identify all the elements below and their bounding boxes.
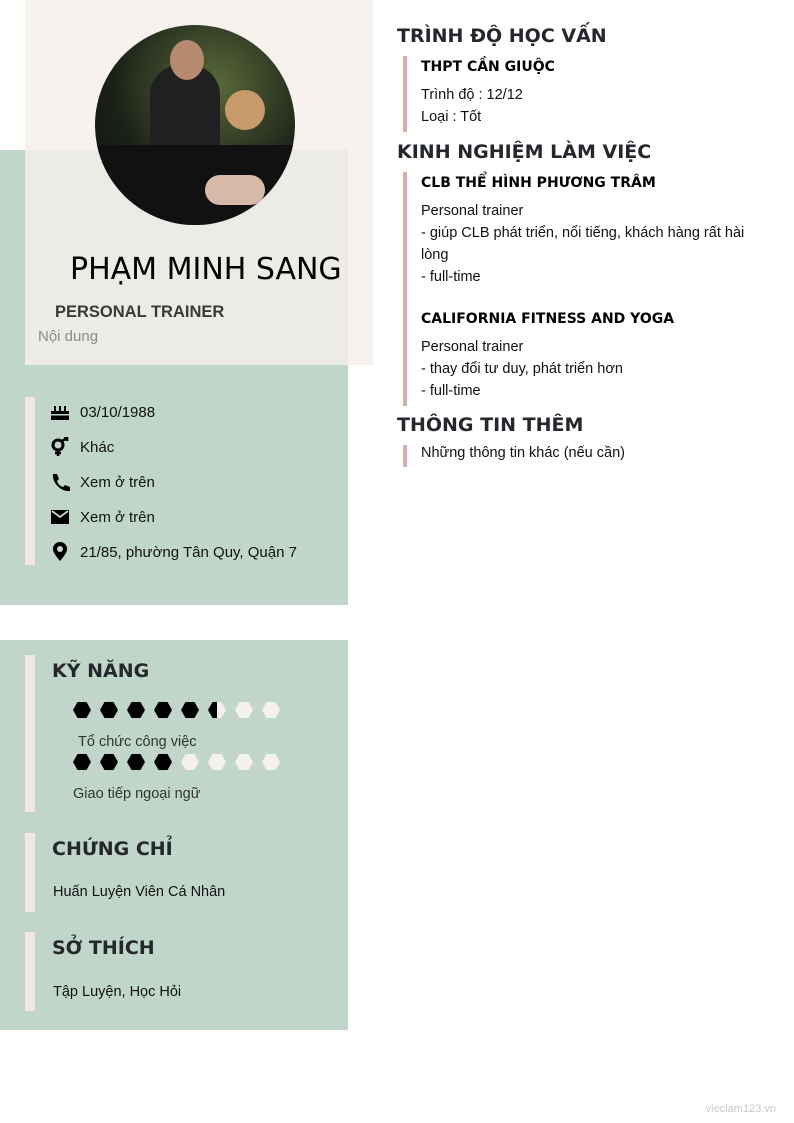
- contact-gender: Khác: [50, 437, 114, 457]
- rating-hexagon: [127, 754, 145, 770]
- avatar: [95, 25, 295, 225]
- skill-name-2: Giao tiếp ngoại ngữ: [73, 786, 201, 802]
- hobbies-heading: SỞ THÍCH: [52, 937, 155, 959]
- job-line: - thay đổi tư duy, phát triển hơn: [421, 361, 623, 377]
- rating-hexagon: [127, 702, 145, 718]
- hobbies-bar: [25, 932, 35, 1011]
- full-name: PHẠM MINH SANG: [70, 252, 342, 287]
- contact-email: Xem ở trên: [50, 507, 155, 527]
- education-line: Loại : Tốt: [421, 109, 482, 125]
- extra-text: Những thông tin khác (nếu cần): [421, 445, 625, 461]
- summary: Nội dung: [38, 328, 99, 345]
- location-icon: [50, 542, 70, 562]
- job-line: Personal trainer: [421, 203, 524, 219]
- job-line: Personal trainer: [421, 339, 524, 355]
- rating-hexagon: [154, 702, 172, 718]
- left-panel-bottom: [0, 640, 348, 1030]
- skills-heading: KỸ NĂNG: [52, 660, 150, 682]
- education-school: THPT CẦN GIUỘC: [421, 59, 555, 75]
- rating-hexagon: [208, 702, 226, 718]
- extra-heading: THÔNG TIN THÊM: [397, 414, 584, 436]
- rating-hexagon: [235, 702, 253, 718]
- certificates-text: Huấn Luyện Viên Cá Nhân: [53, 884, 226, 900]
- birthday-cake-icon: [50, 402, 70, 422]
- rating-hexagon: [235, 754, 253, 770]
- rating-hexagon: [154, 754, 172, 770]
- rating-hexagon: [100, 702, 118, 718]
- email-icon: [50, 507, 70, 527]
- skills-bar: [25, 655, 35, 812]
- extra-bar: [403, 445, 407, 467]
- education-line: Trình độ : 12/12: [421, 87, 523, 103]
- education-heading: TRÌNH ĐỘ HỌC VẤN: [397, 25, 607, 47]
- certificates-bar: [25, 833, 35, 912]
- certificates-heading: CHỨNG CHỈ: [52, 838, 173, 860]
- rating-hexagon: [208, 754, 226, 770]
- rating-hexagon: [73, 754, 91, 770]
- job-company: CLB THỂ HÌNH PHƯƠNG TRÂM: [421, 175, 656, 191]
- experience-bar: [403, 172, 407, 406]
- job-company: CALIFORNIA FITNESS AND YOGA: [421, 311, 675, 327]
- job-line: - full-time: [421, 383, 481, 399]
- job-line: - full-time: [421, 269, 481, 285]
- experience-heading: KINH NGHIỆM LÀM VIỆC: [397, 141, 652, 163]
- rating-hexagon: [181, 702, 199, 718]
- rating-hexagon: [100, 754, 118, 770]
- rating-hexagon: [262, 702, 280, 718]
- job-title: PERSONAL TRAINER: [55, 303, 225, 321]
- rating-hexagon: [181, 754, 199, 770]
- contact-bar: [25, 397, 35, 565]
- skill-rating-2: [73, 754, 289, 775]
- skill-name-1: Tổ chức công việc: [78, 734, 197, 750]
- contact-address: 21/85, phường Tân Quy, Quận 7: [50, 542, 297, 562]
- watermark: vieclam123.vn: [705, 1103, 776, 1115]
- rating-hexagon: [73, 702, 91, 718]
- gender-icon: [50, 437, 70, 457]
- hobbies-text: Tập Luyện, Học Hỏi: [53, 984, 182, 1000]
- contact-phone: Xem ở trên: [50, 472, 155, 492]
- job-line: - giúp CLB phát triển, nổi tiếng, khách hàng rất hài lòng: [421, 225, 745, 263]
- contact-birthday: 03/10/1988: [50, 402, 155, 422]
- rating-hexagon: [262, 754, 280, 770]
- phone-icon: [50, 472, 70, 492]
- education-bar: [403, 56, 407, 132]
- skill-rating-1: [73, 702, 289, 723]
